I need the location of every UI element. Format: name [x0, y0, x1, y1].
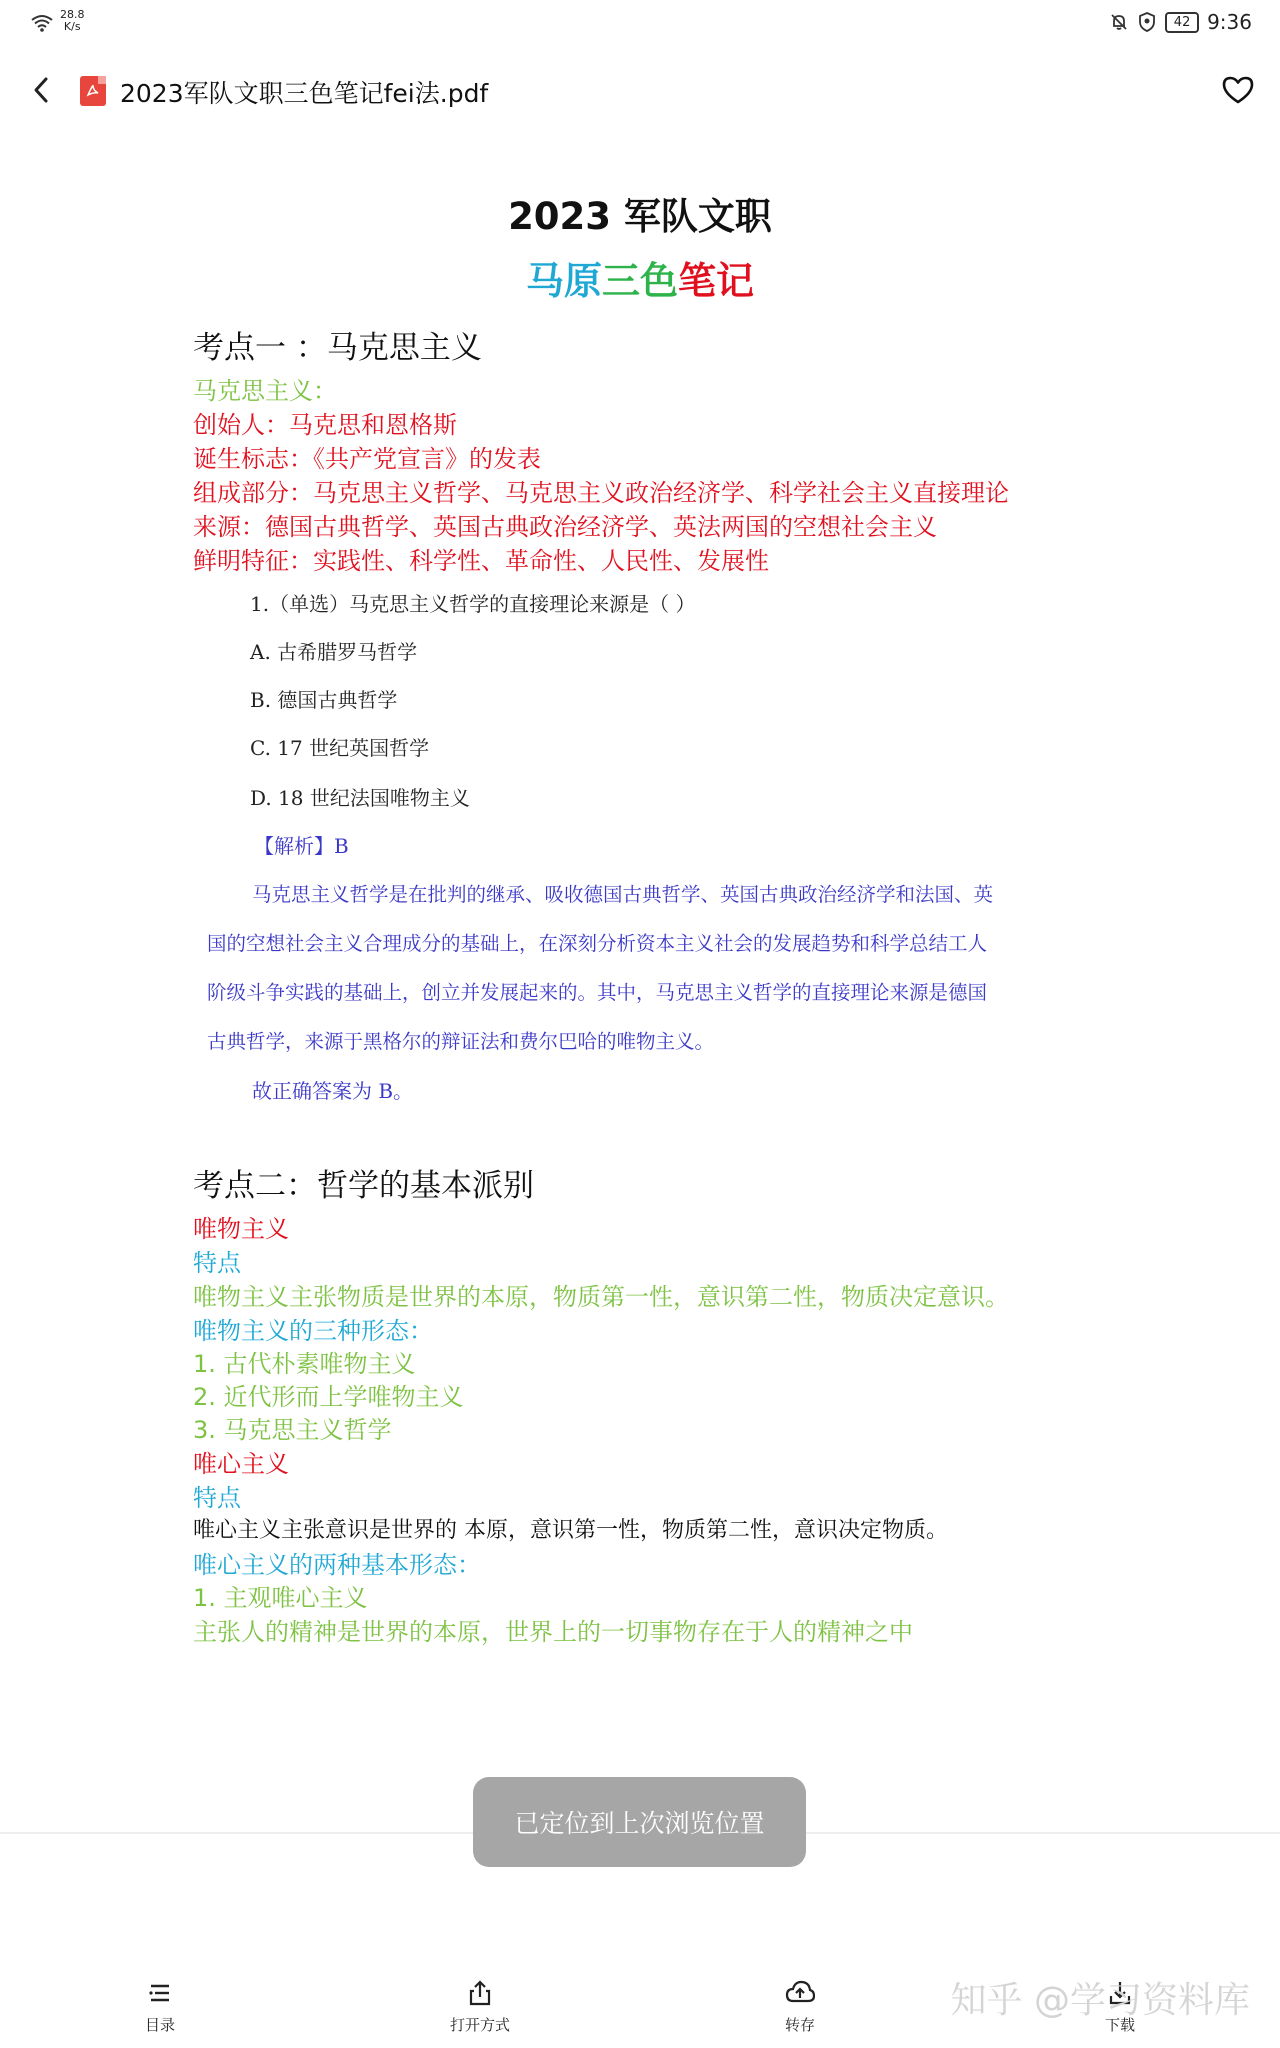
- save-label: 转存: [784, 2016, 815, 2034]
- list-icon: [145, 1978, 175, 2008]
- note-line: 马克思主义：: [193, 377, 337, 405]
- note-line: 唯物主义的三种形态：: [193, 1317, 433, 1345]
- note-line: 组成部分：马克思主义哲学、马克思主义政治经济学、科学社会主义直接理论: [193, 479, 1009, 507]
- note-line: 唯心主义主张意识是世界的 本原，意识第一性，物质第二性，意识决定物质。: [193, 1518, 948, 1543]
- location-shield-icon: [1137, 11, 1157, 33]
- question-option: A. 古希腊罗马哲学: [250, 640, 418, 664]
- favorite-button[interactable]: [1218, 70, 1258, 110]
- note-line: 诞生标志：《共产党宣言》的发表: [193, 445, 541, 473]
- section-heading: 考点二：哲学的基本派别: [193, 1168, 534, 1204]
- subtitle-part: 三色: [601, 259, 678, 303]
- analysis-conclusion: 故正确答案为 B。: [252, 1079, 414, 1103]
- note-line: 唯心主义: [193, 1450, 289, 1478]
- note-line: 1. 古代朴素唯物主义: [193, 1350, 416, 1378]
- clock: 9:36: [1207, 10, 1252, 34]
- toast-message: 已定位到上次浏览位置: [473, 1777, 806, 1867]
- note-line: 唯心主义的两种基本形态：: [193, 1551, 481, 1579]
- status-bar: [0, 0, 1280, 40]
- toc-label: 目录: [144, 2016, 175, 2034]
- note-line: 唯物主义主张物质是世界的本原，物质第一性，意识第二性，物质决定意识。: [193, 1283, 1009, 1311]
- wifi-icon: [30, 14, 54, 32]
- open-with-button[interactable]: [420, 1978, 540, 2035]
- note-line: 来源：德国古典哲学、英国古典政治经济学、英法两国的空想社会主义: [193, 513, 937, 541]
- note-line: 主张人的精神是世界的本原，世界上的一切事物存在于人的精神之中: [193, 1618, 913, 1646]
- battery-indicator: 42: [1165, 12, 1199, 33]
- note-line: 唯物主义: [193, 1215, 289, 1243]
- analysis-line: 国的空想社会主义合理成分的基础上，在深刻分析资本主义社会的发展趋势和科学总结工人: [207, 932, 988, 955]
- question-option: B. 德国古典哲学: [250, 688, 398, 712]
- download-label: 下载: [1104, 2016, 1135, 2034]
- analysis-label: 【解析】B: [254, 834, 349, 858]
- analysis-line: 阶级斗争实践的基础上，创立并发展起来的。其中，马克思主义哲学的直接理论来源是德国: [207, 981, 988, 1004]
- question-stem: 1.（单选）马克思主义哲学的直接理论来源是（ ）: [250, 592, 696, 616]
- note-line: 1. 主观唯心主义: [193, 1584, 368, 1612]
- note-line: 鲜明特征：实践性、科学性、革命性、人民性、发展性: [193, 547, 769, 575]
- cloud-upload-icon: [785, 1978, 815, 2008]
- share-icon: [465, 1978, 495, 2008]
- note-line: 2. 近代形而上学唯物主义: [193, 1383, 464, 1411]
- watermark: 知乎 @学习资料库: [950, 1980, 1250, 2021]
- note-line: 3. 马克思主义哲学: [193, 1416, 392, 1444]
- open-with-label: 打开方式: [449, 2016, 510, 2034]
- chevron-left-icon: [32, 76, 50, 104]
- section-heading: 考点一 ：马克思主义: [193, 330, 482, 366]
- pdf-file-icon: [80, 76, 106, 106]
- toc-button[interactable]: [100, 1978, 220, 2035]
- doc-subtitle: [0, 250, 1280, 305]
- question-option: D. 18 世纪法国唯物主义: [250, 786, 470, 810]
- analysis-line: 古典哲学，来源于黑格尔的辩证法和费尔巴哈的唯物主义。: [207, 1030, 715, 1053]
- file-name: 2023军队文职三色笔记fei法.pdf: [120, 79, 489, 108]
- subtitle-part: 马原: [525, 259, 602, 303]
- doc-title: 2023 军队文职: [508, 195, 772, 238]
- note-line: 创始人：马克思和恩格斯: [193, 411, 457, 439]
- net-speed: 28.8 K/s: [60, 8, 85, 33]
- heart-icon: [1221, 75, 1255, 105]
- title-bar: [0, 60, 1280, 120]
- back-button[interactable]: [26, 72, 56, 108]
- note-line: 特点: [193, 1249, 241, 1277]
- subtitle-part: 笔记: [678, 259, 755, 303]
- analysis-line: 马克思主义哲学是在批判的继承、吸收德国古典哲学、英国古典政治经济学和法国、英: [252, 883, 994, 906]
- save-to-cloud-button[interactable]: [740, 1978, 860, 2035]
- bell-off-icon: [1109, 12, 1129, 32]
- question-option: C. 17 世纪英国哲学: [250, 736, 430, 760]
- note-line: 特点: [193, 1484, 241, 1512]
